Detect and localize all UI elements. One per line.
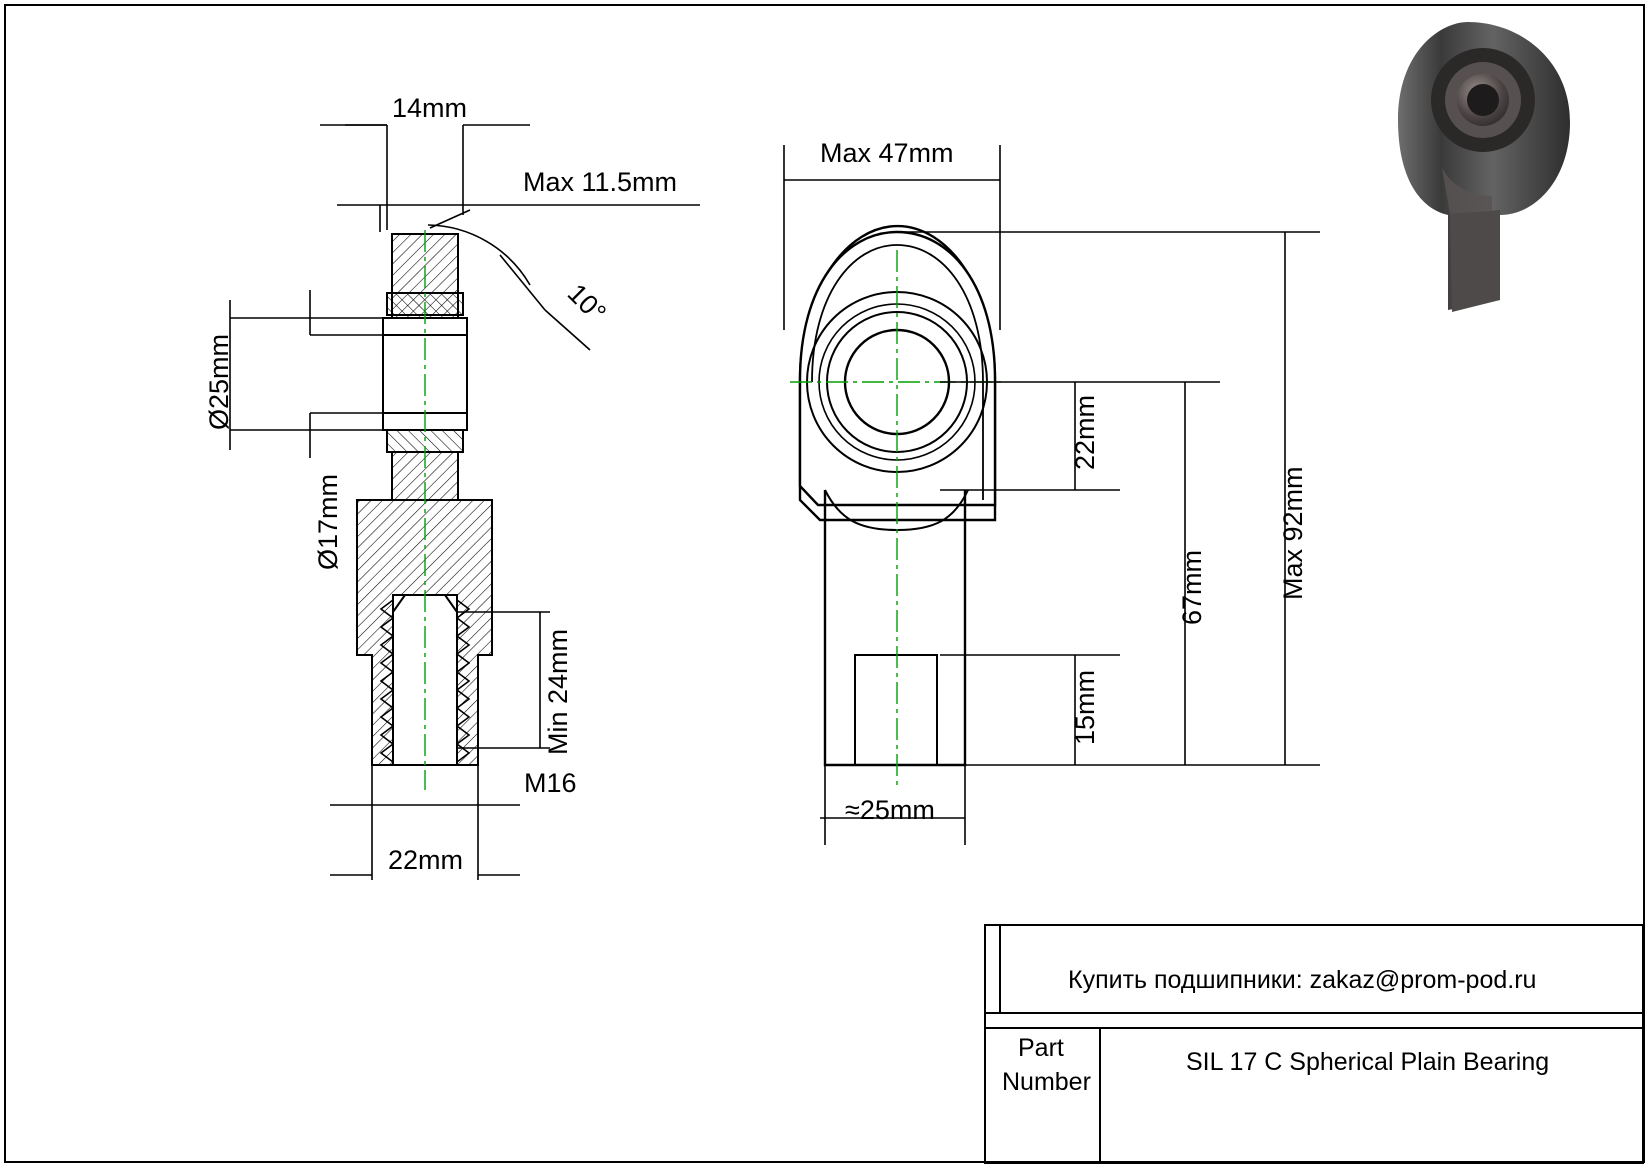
dim-side-thread-depth: Min 24mm [543,628,573,755]
part-number-value: SIL 17 C Spherical Plain Bearing [1186,1048,1550,1076]
dim-front-max-height: Max 92mm [1278,466,1308,600]
title-block-frame [985,925,1643,1163]
dim-side-bore-diameter: Ø17mm [313,473,343,570]
dim-side-outer-diameter: Ø25mm [204,333,234,430]
dim-side-max-offset: Max 11.5mm [523,167,678,197]
dim-side-thread: M16 [524,768,577,798]
dim-side-angle: 10° [561,278,612,329]
dim-side-width-top: 14mm [392,93,468,123]
part-number-label-line1: Part [1018,1034,1064,1062]
dim-front-shank-height: 15mm [1070,669,1100,745]
dim-side-shank-width: 22mm [388,845,464,875]
part-number-label-line2: Number [1002,1068,1091,1096]
dim-front-max-width: Max 47mm [820,138,954,168]
dim-front-shank-thickness: ≈25mm [845,795,935,825]
dim-front-center-height: 67mm [1177,549,1207,625]
contact-line: Купить подшипники: zakaz@prom-pod.ru [1068,966,1537,994]
dim-front-center-offset: 22mm [1070,394,1100,470]
product-photo [1398,22,1570,312]
